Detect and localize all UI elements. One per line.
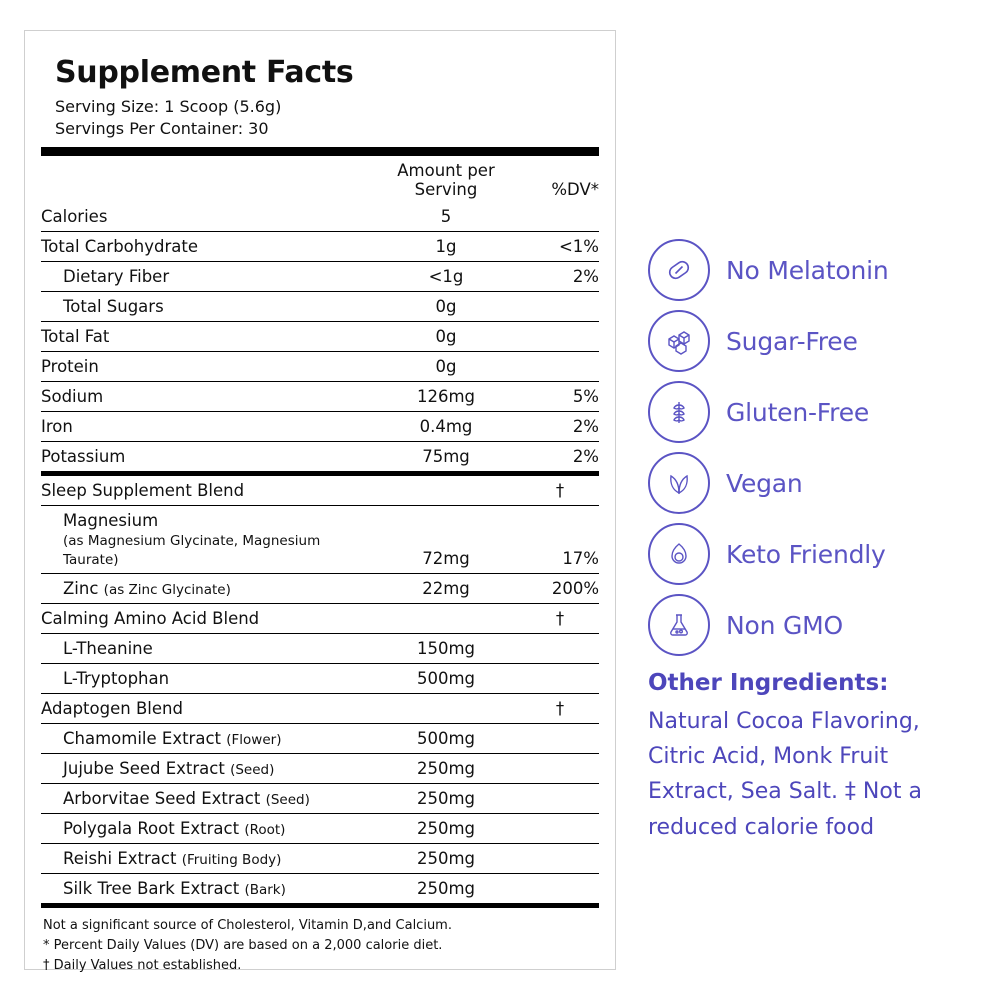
- row-name: Calories: [41, 202, 371, 232]
- ingredient-subtext: (Flower): [226, 732, 282, 749]
- row-amount: 250mg: [416, 879, 476, 899]
- footnote-line: † Daily Values not established.: [43, 958, 242, 974]
- blend-name: Adaptogen Blend: [41, 694, 371, 724]
- ingredient-name: Jujube Seed Extract: [63, 759, 225, 779]
- blend-header-row: [41, 604, 599, 634]
- row-dv: 2%: [521, 262, 599, 292]
- other-ingredients-title: Other Ingredients:: [648, 670, 889, 696]
- table-row: [41, 262, 599, 292]
- row-name: [41, 574, 371, 604]
- page-title: Supplement Facts: [55, 55, 354, 90]
- row-name: Total Fat: [41, 322, 371, 352]
- table-row: [41, 574, 599, 604]
- badge-non-gmo: [648, 599, 978, 651]
- badges-column: [648, 30, 978, 980]
- row-name: Sodium: [41, 382, 371, 412]
- row-dv: [521, 814, 599, 844]
- blend-dv: †: [521, 694, 599, 724]
- blend-amount: [371, 694, 521, 724]
- table-row: [41, 664, 599, 694]
- header-percent-dv: %DV*: [551, 180, 599, 200]
- row-name: Potassium: [41, 447, 126, 467]
- row-amount: 5: [371, 202, 521, 232]
- row-amount: 250mg: [371, 754, 521, 784]
- divider-medium-bottom: [41, 903, 599, 908]
- table-row: [41, 382, 599, 412]
- row-name: [41, 724, 371, 754]
- row-amount: 0g: [371, 292, 521, 322]
- badge-vegan: [648, 457, 978, 509]
- badge-label: Sugar-Free: [726, 326, 858, 356]
- header-spacer: [41, 156, 371, 202]
- table-row: [41, 754, 599, 784]
- footnote-line: Not a significant source of Cholesterol, Vitamin D,and Calcium.: [43, 918, 452, 934]
- badge-keto-friendly: [648, 528, 978, 580]
- row-dv: [521, 784, 599, 814]
- blend-name: Calming Amino Acid Blend: [41, 604, 371, 634]
- row-amount: 250mg: [371, 814, 521, 844]
- row-dv: 5%: [521, 382, 599, 412]
- wheat-icon: [648, 381, 710, 443]
- ingredient-name: Arborvitae Seed Extract: [63, 789, 261, 809]
- badge-label: Keto Friendly: [726, 539, 886, 569]
- row-amount: 75mg: [422, 447, 470, 467]
- row-name: L-Tryptophan: [41, 664, 371, 694]
- table-row: [41, 784, 599, 814]
- table-row: [41, 352, 599, 382]
- row-dv: 2%: [572, 447, 599, 467]
- avocado-icon: [648, 523, 710, 585]
- table-header-row: [41, 156, 599, 202]
- badge-label: No Melatonin: [726, 255, 889, 285]
- ingredient-subtext: (Seed): [265, 792, 310, 809]
- table-row: [41, 874, 599, 904]
- table-row: [41, 844, 599, 874]
- row-name: [41, 784, 371, 814]
- row-dv: [521, 292, 599, 322]
- table-row: [41, 202, 599, 232]
- servings-per-container: Servings Per Container: 30: [55, 118, 269, 138]
- ingredient-subtext: (Root): [244, 822, 286, 839]
- ingredient-name: Silk Tree Bark Extract: [63, 879, 240, 899]
- badge-gluten-free: [648, 386, 978, 438]
- row-amount: 250mg: [371, 844, 521, 874]
- table-row: [41, 322, 599, 352]
- ingredient-name: Reishi Extract: [63, 849, 177, 869]
- row-name: [41, 874, 371, 904]
- blend-name: Sleep Supplement Blend: [41, 476, 371, 506]
- flask-icon: [648, 594, 710, 656]
- row-name: Protein: [41, 352, 371, 382]
- table-row: [41, 634, 599, 664]
- nutrition-table: [41, 156, 599, 471]
- row-dv: [521, 322, 599, 352]
- row-dv: [521, 202, 599, 232]
- blend-amount: [371, 476, 521, 506]
- supplement-facts-panel: [24, 30, 616, 974]
- ingredient-subtext: (Seed): [230, 762, 275, 779]
- blend-dv: †: [521, 604, 599, 634]
- row-name: Total Carbohydrate: [41, 232, 371, 262]
- table-row: [41, 412, 599, 442]
- row-dv: [521, 874, 599, 904]
- row-name: Dietary Fiber: [41, 262, 371, 292]
- blend-dv: †: [521, 476, 599, 506]
- row-dv: [521, 844, 599, 874]
- row-dv: [521, 634, 599, 664]
- row-amount: <1g: [371, 262, 521, 292]
- row-dv: [521, 724, 599, 754]
- row-name: [41, 844, 371, 874]
- table-row: [41, 724, 599, 754]
- blend-header-row: [41, 694, 599, 724]
- ingredient-subtext: (Bark): [244, 882, 286, 899]
- table-row: [41, 442, 599, 472]
- row-amount: 0.4mg: [371, 412, 521, 442]
- row-dv: [521, 754, 599, 784]
- badge-no-melatonin: [648, 244, 978, 296]
- footnote-line: * Percent Daily Values (DV) are based on a 2,000 calorie diet.: [43, 938, 443, 954]
- blends-table: [41, 476, 599, 903]
- badge-label: Gluten-Free: [726, 397, 870, 427]
- row-amount: 150mg: [371, 634, 521, 664]
- ingredient-subtext: (as Magnesium Glycinate, Magnesium Taurate): [63, 533, 321, 569]
- serving-size: Serving Size: 1 Scoop (5.6g): [55, 97, 282, 116]
- capsule-icon: [648, 239, 710, 301]
- row-dv: <1%: [521, 232, 599, 262]
- divider-thick-top: [41, 147, 599, 156]
- header-amount-per-serving: Amount per Serving: [397, 161, 495, 200]
- badge-label: Non GMO: [726, 610, 844, 640]
- table-row: [41, 814, 599, 844]
- row-amount: 500mg: [371, 724, 521, 754]
- row-name: Iron: [41, 412, 371, 442]
- sugar-cubes-icon: [648, 310, 710, 372]
- ingredient-name: Magnesium: [63, 511, 159, 531]
- row-dv: 17%: [521, 506, 599, 574]
- row-amount: 0g: [371, 322, 521, 352]
- table-row: [41, 506, 599, 574]
- row-dv: [521, 352, 599, 382]
- row-amount: 500mg: [371, 664, 521, 694]
- badge-sugar-free: [648, 315, 978, 367]
- row-amount: 0g: [371, 352, 521, 382]
- blend-amount: [371, 604, 521, 634]
- row-dv: [521, 664, 599, 694]
- row-name: Total Sugars: [41, 292, 371, 322]
- row-amount: 1g: [371, 232, 521, 262]
- badge-label: Vegan: [726, 468, 803, 498]
- ingredient-subtext: (Fruiting Body): [181, 852, 282, 869]
- ingredient-name: Polygala Root Extract: [63, 819, 240, 839]
- row-amount: 250mg: [371, 784, 521, 814]
- row-name: [41, 506, 371, 574]
- other-ingredients-body: Natural Cocoa Flavoring, Citric Acid, Monk Fruit Extract, Sea Salt. ‡ Not a reduced calorie food: [648, 709, 922, 840]
- table-row: [41, 292, 599, 322]
- row-name: [41, 754, 371, 784]
- row-name: [41, 814, 371, 844]
- row-name: L-Theanine: [41, 634, 371, 664]
- ingredient-name: Zinc: [63, 579, 99, 599]
- row-dv: 200%: [521, 574, 599, 604]
- ingredient-name: Chamomile Extract: [63, 729, 221, 749]
- row-amount: 126mg: [371, 382, 521, 412]
- blend-header-row: [41, 476, 599, 506]
- row-amount: 22mg: [371, 574, 521, 604]
- footnotes: [43, 916, 599, 976]
- ingredient-subtext: (as Zinc Glycinate): [103, 582, 231, 599]
- leaf-icon: [648, 452, 710, 514]
- row-dv: 2%: [521, 412, 599, 442]
- table-row: [41, 232, 599, 262]
- row-amount: 72mg: [371, 506, 521, 574]
